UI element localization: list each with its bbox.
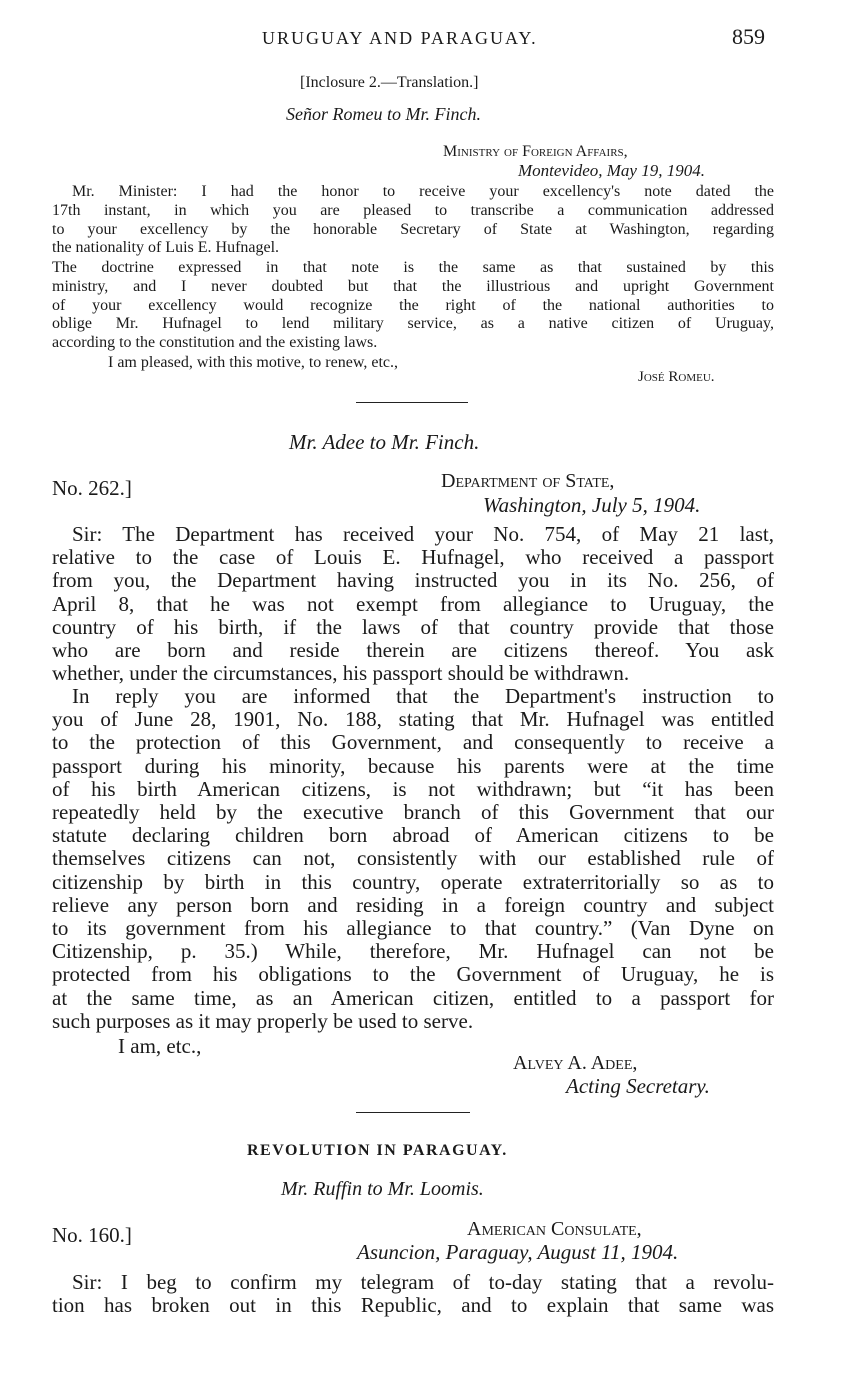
text-line: ministry, and I never doubted but that the illustrious and upright Government (52, 277, 774, 295)
text-line: you of June 28, 1901, No. 188, stating that Mr. Hufnagel was entitled (52, 707, 774, 732)
inclosure-heading: Señor Romeu to Mr. Finch. (286, 104, 481, 124)
running-title: URUGUAY AND PARAGUAY. (262, 28, 538, 48)
letter-paragraph-2 (52, 685, 774, 1033)
text-line: from you, the Department having instructed you in its No. 256, of (52, 568, 774, 593)
inclosure-closing: I am pleased, with this motive, to renew, etc., (108, 354, 398, 371)
inclosure-signature: José Romeu. (638, 369, 715, 385)
letter-date-line: Washington, July 5, 1904. (483, 493, 701, 517)
text-line: citizenship by birth in this country, operate extraterritorially so as to (52, 869, 774, 894)
text-line: In reply you are informed that the Department's instruction to (72, 684, 774, 708)
despatch-number: No. 160.] (52, 1223, 132, 1247)
inclosure-date-line: Montevideo, May 19, 1904. (518, 161, 705, 180)
text-line: relieve any person born and residing in a foreign country and subject (52, 892, 774, 917)
text-line: country of his birth, if the laws of that country provide that those (52, 614, 774, 639)
text-line: Sir: The Department has received your No. 754, of May 21 last, (72, 522, 774, 546)
text-line: whether, under the circumstances, his passport should be withdrawn. (52, 661, 630, 686)
inclosure-place-line1: Ministry of Foreign Affairs, (443, 143, 628, 160)
text-line: who are born and reside therein are citizens thereof. You ask (52, 638, 774, 663)
page-number: 859 (732, 24, 765, 49)
text-line: April 8, that he was not exempt from allegiance to Uruguay, the (52, 591, 774, 616)
letter-place-line1: Department of State, (441, 470, 615, 492)
section-date-line: Asuncion, Paraguay, August 11, 1904. (357, 1240, 679, 1264)
text-line: Citizenship, p. 35.) While, therefore, Mr. Hufnagel can not be (52, 939, 774, 964)
section-heading: Mr. Ruffin to Mr. Loomis. (281, 1178, 484, 1200)
text-line: statute declaring children born abroad of American citizens to be (52, 823, 774, 848)
text-line: The doctrine expressed in that note is the same as that sustained by this (52, 259, 774, 276)
divider-rule (356, 1112, 470, 1113)
text-line: according to the constitution and the existing laws. (52, 334, 378, 352)
letter-signature-title: Acting Secretary. (566, 1074, 710, 1098)
text-line: at the same time, as an American citizen, entitled to a passport for (52, 985, 774, 1010)
text-line: 17th instant, in which you are pleased to transcribe a communication addressed (52, 201, 774, 219)
divider-rule (356, 402, 468, 403)
inclosure-label: [Inclosure 2.—Translation.] (300, 74, 479, 91)
text-line: of his birth American citizens, is not withdrawn; but “it has been (52, 776, 774, 801)
text-line: relative to the case of Louis E. Hufnagel, who received a passport (52, 545, 774, 570)
text-line: the nationality of Luis E. Hufnagel. (52, 239, 280, 257)
text-line: such purposes as it may properly be used to serve. (52, 1008, 474, 1033)
section-place-line1: American Consulate, (467, 1218, 642, 1240)
text-line: protected from his obligations to the Government of Uruguay, he is (52, 962, 774, 987)
letter-closing: I am, etc., (118, 1034, 202, 1058)
text-line: themselves citizens can not, consistently with our established rule of (52, 846, 774, 871)
letter-signature-name: Alvey A. Adee, (513, 1052, 638, 1074)
text-line: tion has broken out in this Republic, and to explain that same was (52, 1293, 774, 1318)
despatch-number: No. 262.] (52, 476, 132, 500)
letter-heading: Mr. Adee to Mr. Finch. (289, 430, 480, 454)
text-line: of your excellency would recognize the right of the national authorities to (52, 296, 774, 314)
letter-paragraph-1 (52, 523, 774, 685)
inclosure-paragraph-1 (52, 183, 774, 258)
section-paragraph-1 (52, 1271, 774, 1317)
text-line: to the protection of this Government, and consequently to receive a (52, 730, 774, 755)
text-line: to its government from his allegiance to that country.” (Van Dyne on (52, 916, 774, 941)
text-line: Sir: I beg to confirm my telegram of to-day stating that a revolu- (72, 1270, 774, 1294)
text-line: Mr. Minister: I had the honor to receive your excellency's note dated the (72, 183, 774, 200)
text-line: to your excellency by the honorable Secretary of State at Washington, regarding (52, 220, 774, 238)
text-line: repeatedly held by the executive branch of this Government that our (52, 800, 774, 825)
text-line: oblige Mr. Hufnagel to lend military service, as a native citizen of Uruguay, (52, 315, 774, 333)
section-title: REVOLUTION IN PARAGUAY. (247, 1142, 508, 1159)
inclosure-paragraph-2 (52, 259, 774, 353)
text-line: passport during his minority, because his parents were at the time (52, 753, 774, 778)
